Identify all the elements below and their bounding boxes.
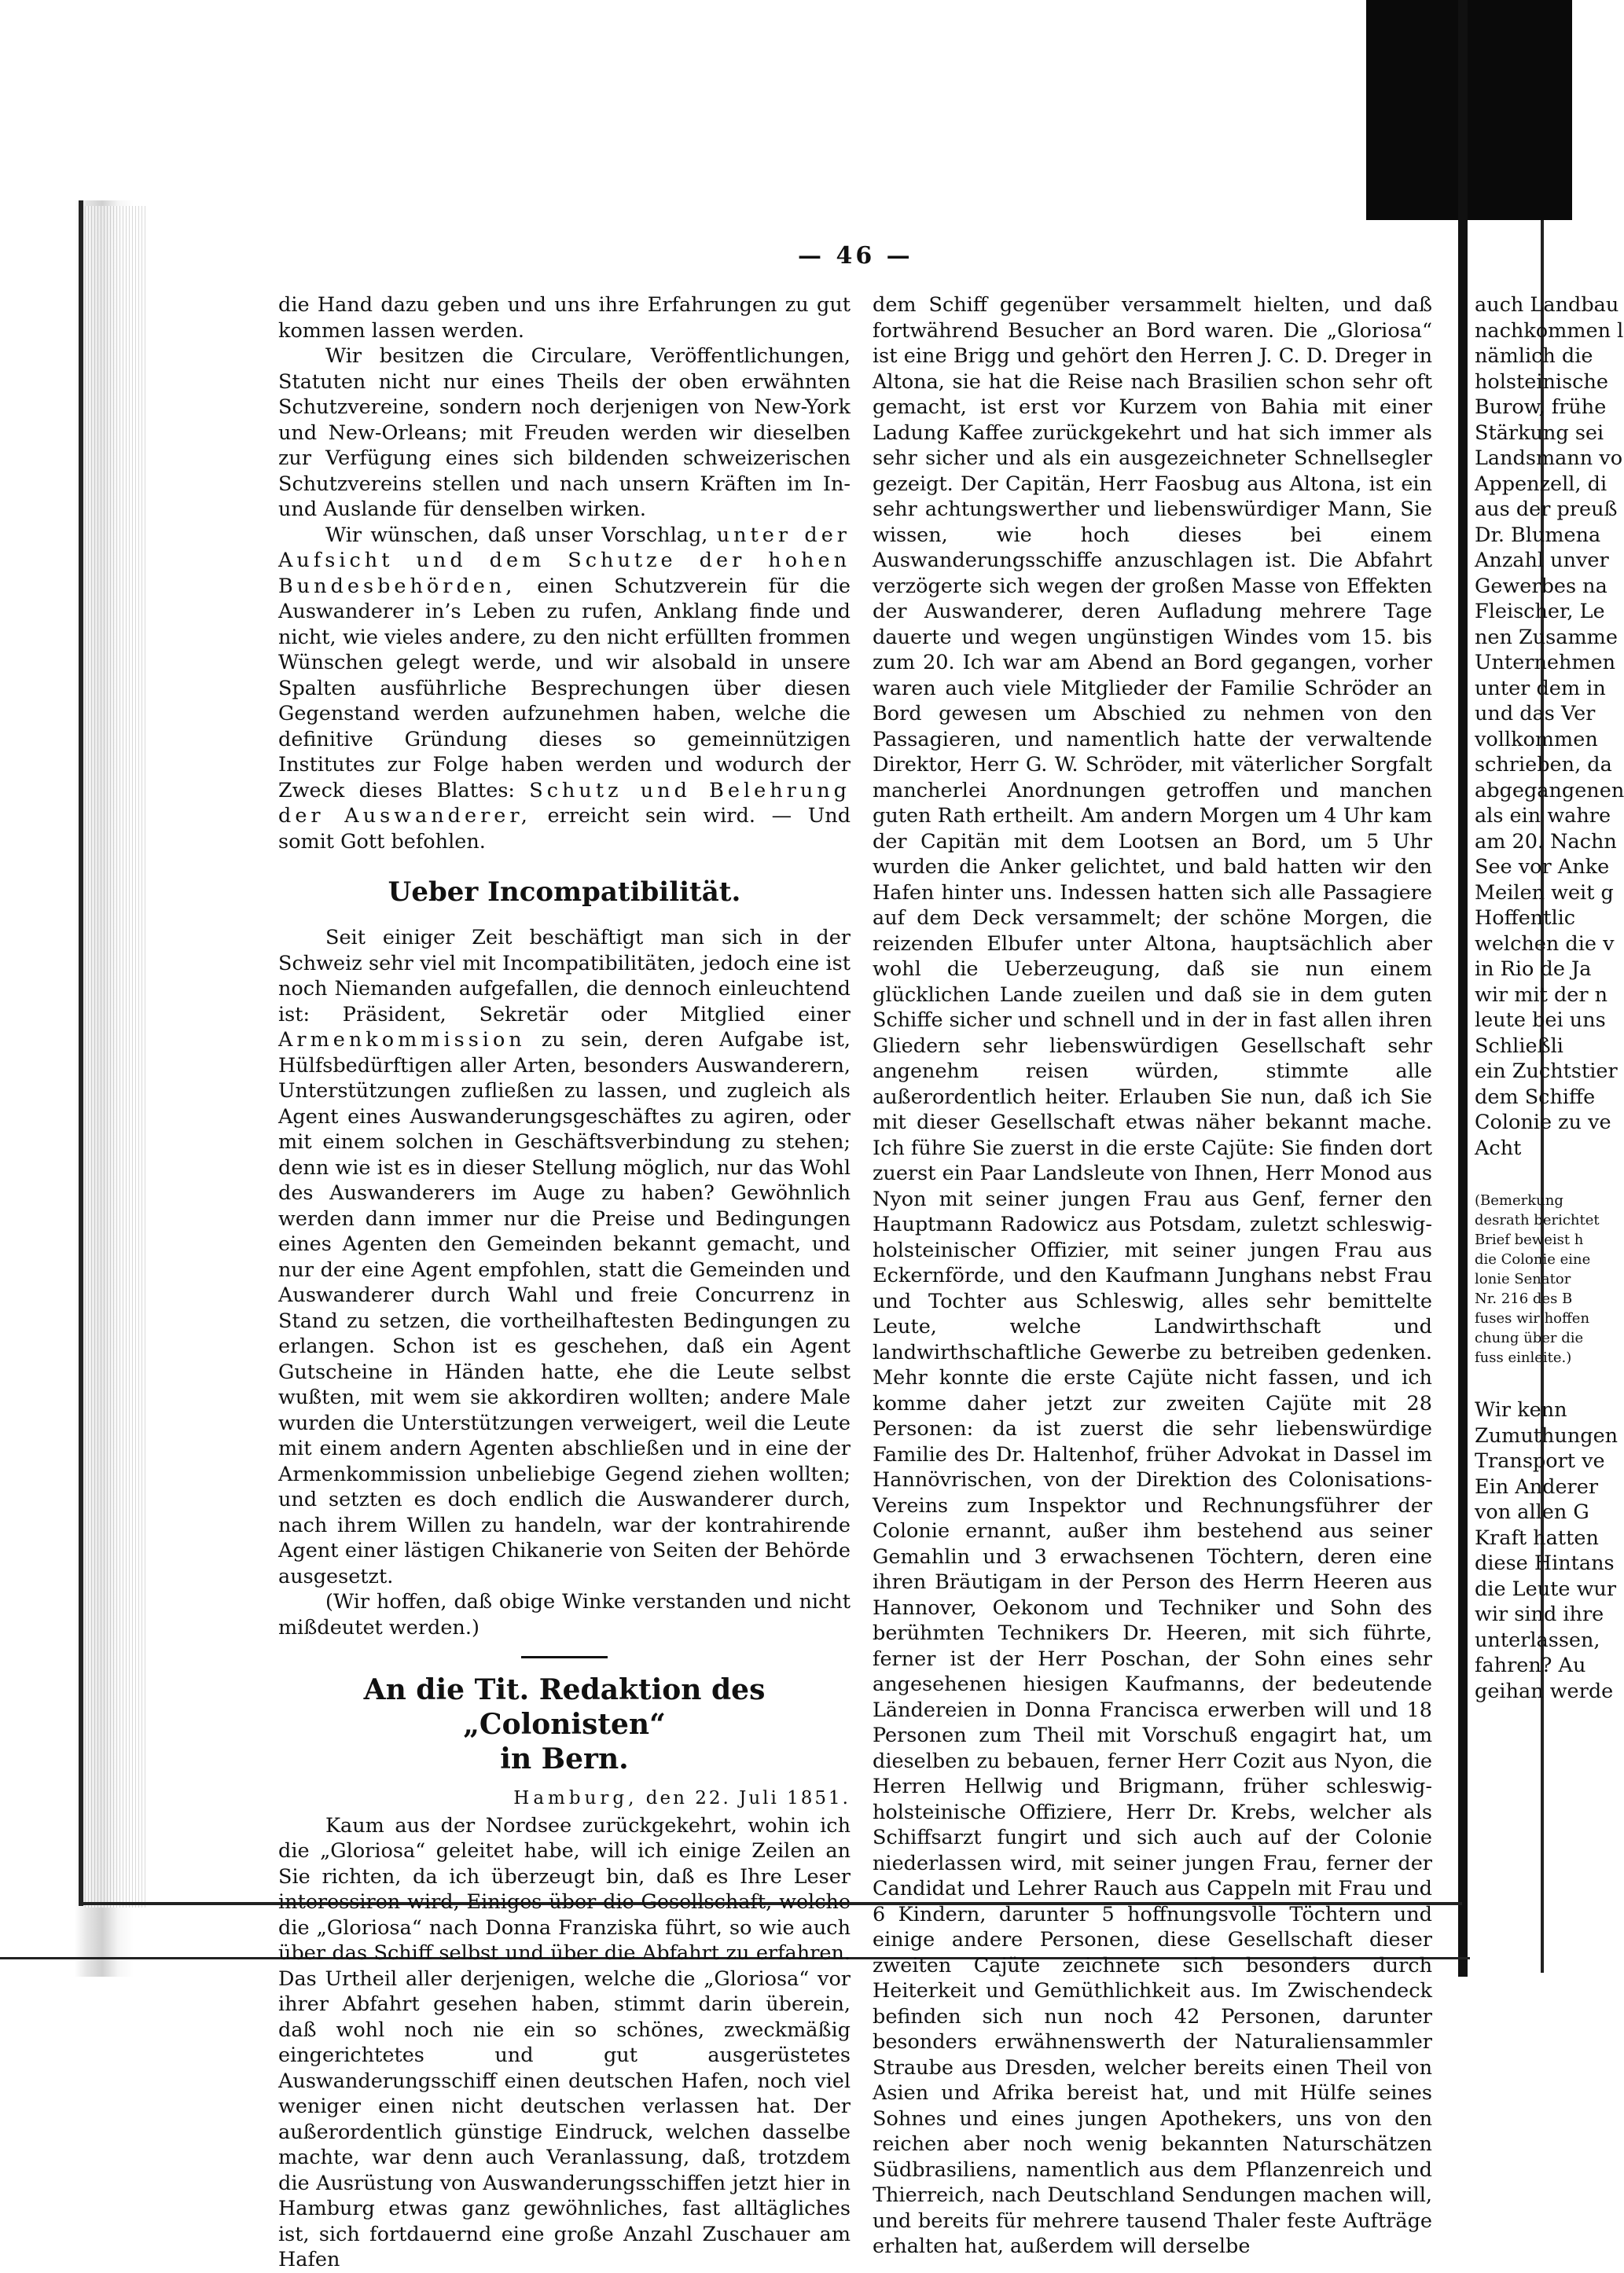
cropped-line: von allen G (1475, 1500, 1589, 1524)
paragraph: dem Schiff gegenüber versammelt hielten, und daß fortwährend Besucher an Bord waren. Die „Gloriosa“ ist eine Brigg und gehört den Herren J. C. D. Dreger in Altona, sie hat die Reise nach Brasilien schon sehr oft gemacht, ist erst vor Kurzem von Bahia mit einer Ladung Kaffee zurückgekehrt und hat sich immer als sehr sicher und als ein ausgezeichneter Schnellsegler gezeigt. Der Capitän, Herr Faosbug aus Altona, ist ein sehr achtungswerther und liebenswürdiger Mann, Sie wissen, wie hoch dieses bei einem Auswanderungsschiffe anzuschlagen ist. Die Abfahrt verzögerte sich wegen der großen Masse von Effekten der Auswanderer, deren Aufladung mehrere Tage dauerte und wegen ungünstigen Windes vom 15. bis zum 20. Ich war am Abend an Bord gegangen, vorher waren auch viele Mitglieder der Familie Schröder an Bord gewesen um Abschied zu nehmen von den Passagieren, und namentlich hatte der verwaltende Direktor, Herr G. W. Schröder, mit väterlicher Sorgfalt mancherlei Anordnungen getroffen und manchen guten Rath ertheilt. Am andern Morgen um 4 Uhr kam der Capitän mit dem Lootsen an Bord, um 5 Uhr wurden die Anker gelichtet, und bald hatten wir den Hafen hinter uns. Indessen hatten sich alle Passagiere auf dem Deck versammelt; der schöne Morgen, die reizenden Elbufer unter Altona, hauptsächlich aber wohl die Ueberzeugung, daß sie nun einem glücklichen Lande zueilen und daß sie in dem guten Schiffe sicher und schnell und in der in fast allen ihren Gliedern sehr liebenswürdigen Gesellschaft sehr angenehm reisen würden, stimmte alle außerordentlich heiter. Erlauben Sie nun, daß ich Sie mit dieser Gesellschaft etwas näher bekannt mache. Ich führe Sie zuerst in die erste Cajüte: Sie finden dort zuerst ein Paar Landsleute von Ihnen, Herr Monod aus Nyon mit seiner jungen Frau aus Genf, ferner den Hauptmann Radowicz aus Potsdam, zuletzt schleswig-holsteinischer Offizier, mit seiner jungen Frau aus Eckernförde, und den Kaufmann Junghans nebst Frau und Tochter aus Schleswig, alles sehr bemittelte Leute, welche Landwirthschaft und landwirthschaftliche Gewerbe zu betreiben gedenken. Mehr konnte die erste Cajüte nicht fassen, und ich komme daher jetzt zur zweiten Cajüte mit 28 Personen: da ist zuerst die sehr liebenswürdige Familie des Dr. Haltenhof, früher Advokat in Dassel im Hannövrischen, von der Direktion des Colonisations-Vereins zum Inspektor und Rechnungsführer der Colonie ernannt, außer ihm bestehend aus seiner Gemahlin und 3 erwachsenen Töchtern, deren eine ihren Bräutigam in der Person des Herrn Heeren aus Hannover, Oekonom und Techniker und Sohn des berühmten Technikers Dr. Heeren, mit sich führte, ferner ist der Herr Poschan, der Sohn eines sehr angesehenen hiesigen Kaufmanns, der bedeutende Ländereien in Donna Francisca erwerben will und 18 Personen zum Theil mit Vorschuß engagirt hat, um dieselben zu bebauen, ferner Herr Cozit aus Nyon, die Herren Hellwig und Brigmann, früher schleswig-holsteinische Offiziere, Herr Dr. Krebs, welcher als Schiffsarzt fungirt und sich auch auf der Colonie niederlassen wird, mit seiner jungen Frau, ferner der Candidat und Lehrer Rauch aus Cappeln mit Frau und 6 Kindern, darunter 5 hoffnungsvolle Töchtern und einige andere Personen, diese Gesellschaft dieser zweiten Cajüte zeichnete sich besonders durch Heiterkeit und Gemüthlichkeit aus. Im Zwischendeck befinden sich nun noch 42 Personen, darunter besonders erwähnenswerth der Naturaliensammler Straube aus Dresden, welcher bereits einen Theil von Asien und Afrika bereist hat, und mit Hülfe seines Sohnes und eines jungen Apothekers, uns von den reichen aber noch wenig bekannten Naturschätzen Südbrasiliens, namentlich aus dem Pflanzenreich und Thierreich, nach Deutschland Sendungen machen will, und bereits für mehrere tausend Thaler feste Aufträge erhalten hat, außerdem will derselbe (873, 293, 1432, 2258)
cropped-line: Wir kenn (1475, 1398, 1567, 1422)
paragraph: (Wir hoffen, daß obige Winke verstanden und nicht mißdeutet werden.) (278, 1590, 851, 1640)
cropped-line: (Bemerkung (1475, 1192, 1563, 1209)
cropped-line: Fleischer, Le (1475, 600, 1605, 623)
cropped-line: auch Landbau (1475, 293, 1619, 317)
cropped-line: und das Ver (1475, 702, 1596, 725)
cropped-line: Hoffentlic (1475, 906, 1576, 930)
cropped-line: Anzahl unver (1475, 549, 1609, 572)
cropped-line: Transport ve (1475, 1449, 1605, 1473)
paragraph (278, 523, 851, 855)
cropped-line: holsteinische (1475, 369, 1608, 394)
cropped-line: desrath berichtet (1475, 1212, 1600, 1228)
cropped-line: Kraft hatten (1475, 1526, 1599, 1550)
cropped-line: wir sind ihre (1475, 1603, 1604, 1626)
cropped-line: Schließli (1475, 1034, 1563, 1058)
cropped-line: ein Zuchtstier (1475, 1059, 1618, 1083)
cropped-line: Zumuthungen (1475, 1423, 1618, 1448)
cropped-note (1475, 1191, 1600, 1368)
cropped-line: wir mit der n (1475, 982, 1608, 1007)
dateline-date: den 22. Juli 1851. (645, 1788, 851, 1808)
cropped-line: die Colonie eine (1475, 1251, 1591, 1268)
cropped-line: Gewerbes na (1475, 574, 1607, 598)
column-left (278, 292, 851, 2273)
spaced-text: unter der Aufsicht und dem Schutze der hohen Bundesbehörden, (278, 523, 851, 598)
text: Wir wünschen, daß unser Vorschlag, (325, 523, 708, 547)
cropped-line: fuses wir hoffen (1475, 1310, 1590, 1327)
cropped-line: Acht (1475, 1136, 1522, 1160)
dateline-place: Hamburg, (513, 1788, 638, 1808)
cropped-line: diese Hintans (1475, 1551, 1615, 1575)
cropped-line: geihan werde (1475, 1679, 1614, 1703)
cropped-line: Landsmann vo (1475, 446, 1623, 470)
column-middle (873, 292, 1432, 2260)
cropped-line: schrieben, da (1475, 753, 1612, 777)
text: Seit einiger Zeit beschäftigt man sich in der Schweiz sehr viel mit Incompatibilitäten, jedoch eine ist noch Niemanden aufgefallen, die dennoch einleuchtend ist: Präsident, Sekretär oder Mitglied einer (278, 926, 851, 1026)
cropped-line: Unternehmen (1475, 651, 1616, 674)
cropped-line: Dr. Blumena (1475, 523, 1601, 547)
heading-line: in Bern. (500, 1742, 629, 1775)
dateline (278, 1786, 851, 1812)
cropped-lines (1475, 1397, 1618, 1704)
cropped-line: Brief beweist h (1475, 1232, 1584, 1248)
section-heading: Ueber Incompatibilität. (388, 876, 741, 908)
left-page-edge (79, 200, 83, 1906)
right-page-edge (1458, 0, 1468, 1977)
paragraph (278, 925, 851, 1589)
cropped-line: chung über die (1475, 1330, 1584, 1346)
paragraph: Wir besitzen die Circulare, Veröffentlichungen, Statuten nicht nur eines Theils der oben erwähnten Schutzvereine, sondern noch derjenigen von New-York und New-Orleans; mit Freuden werden wir dieselben zur Verfügung eines sich bildenden schweizerischen Schutzvereins stellen und nach unsern Kräften im In- und Auslande für denselben wirken. (278, 344, 851, 521)
cropped-line: nen Zusamme (1475, 625, 1618, 649)
cropped-line: Ein Anderer (1475, 1474, 1599, 1499)
cropped-line: leute bei uns (1475, 1008, 1606, 1032)
cropped-line: vollkommen (1475, 727, 1598, 751)
cropped-line: in Rio de Ja (1475, 957, 1592, 981)
cropped-line: unterlassen, (1475, 1628, 1600, 1652)
cropped-line: fahren? Au (1475, 1654, 1586, 1677)
cropped-line: nämlich die (1475, 344, 1593, 368)
cropped-lines (1475, 292, 1624, 1161)
paragraph: Kaum aus der Nordsee zurückgekehrt, wohin ich die „Gloriosa“ geleitet habe, will ich einige Zeilen an Sie richten, da ich überzeugt bin, daß es Ihre Leser interessiren wird, Einiges über die Gesellschaft, welche die „Gloriosa“ nach Donna Franziska führt, so wie auch über das Schiff selbst und über die Abfahrt zu erfahren. Das Urtheil aller derjenigen, welche die „Gloriosa“ vor ihrer Abfahrt gesehen haben, stimmt darin überein, daß wohl noch nie ein so schönes, zweckmäßig eingerichtetes und gut ausgerüstetes Auswanderungsschiff einen deutschen Hafen, noch viel weniger einen nicht deutschen verlassen hat. Der außerordentlich günstige Eindruck, welchen dasselbe machte, war denn auch Veranlassung, daß, trotzdem die Ausrüstung von Auswanderungsschiffen jetzt hier in Hamburg etwas ganz gewöhnliches, fast alltägliches ist, sich fortdauernd eine große Anzahl Zuschauer am Hafen (278, 1813, 851, 2271)
text: erreicht sein wird. — Und somit Gott befohlen. (278, 804, 851, 854)
cropped-line: nachkommen l (1475, 318, 1624, 343)
cropped-line: fuss einleite.) (1475, 1349, 1572, 1366)
divider (521, 1656, 608, 1658)
cropped-line: Stärkung sei (1475, 420, 1604, 445)
cropped-line: die Leute wur (1475, 1577, 1617, 1601)
cropped-line: abgegangenen (1475, 778, 1624, 802)
cropped-line: am 20. Nachn (1475, 829, 1617, 854)
cropped-line: lonie Senator (1475, 1271, 1571, 1287)
cropped-line: Appenzell, di (1475, 472, 1607, 496)
cropped-line: See vor Anke (1475, 855, 1610, 879)
scan-top-margin (0, 0, 1572, 200)
cropped-line: Colonie zu ve (1475, 1111, 1611, 1134)
text: einen Schutzverein für die Auswanderer in’s Leben zu rufen, Anklang finde und nicht, wie vieles andere, zu den nicht erfüllten frommen Wünschen gelegt werde, und wir alsobald in unsere Spalten ausführliche Besprechungen über diesen Gegenstand werden aufzunehmen haben, welche die definitive Gründung dieses so gemeinnützigen Institutes zur Folge haben werden und wodurch der Zweck dieses Blattes: (278, 574, 851, 802)
page-number: — 46 — (798, 242, 913, 270)
heading-line: An die Tit. Redaktion des „Colonisten“ (363, 1673, 766, 1741)
scan-black-corner (1366, 0, 1572, 220)
cropped-line: dem Schiffe (1475, 1085, 1596, 1109)
spacer (1475, 1161, 1572, 1191)
cropped-line: Burow, frühe (1475, 395, 1607, 419)
cropped-line: aus der preuß (1475, 498, 1618, 521)
cropped-line: unter dem in (1475, 676, 1606, 700)
cropped-line: als ein wahre (1475, 804, 1611, 828)
section-heading (278, 1673, 851, 1776)
column-right-cropped (1475, 292, 1624, 1704)
page-edge-lines (85, 206, 148, 1908)
text: zu sein, deren Aufgabe ist, Hülfsbedürftigen aller Arten, besonders Auswanderern, Unterstützungen zufließen zu lassen, und zugleich als Agent eines Auswanderungsgeschäftes zu agiren, oder mit einem solchen in Geschäftsverbindung zu stehen; denn wie ist es in dieser Stellung möglich, nur das Wohl des Auswanderers im Auge zu haben? Gewöhnlich werden dann immer nur die Preise und Bedingungen eines Agenten den Gemeinden bekannt gemacht, und nur der eine Agent empfohlen, statt die Gemeinden und Auswanderer durch Wahl und freie Concurrenz in Stand zu setzen, die vortheilhaftesten Bedingungen zu erlangen. Schon ist es geschehen, daß ein Agent Gutscheine in Händen hatte, ehe die Leute selbst wußten, mit wem sie akkordiren wollten; andere Male wurden die Unterstützungen verweigert, weil die Leute mit einem andern Agenten abschließen und in eine der Armenkommission unbeliebige Gegend ziehen wollten; und setzten es doch endlich die Auswanderer durch, nach ihrem Willen zu handeln, war der kontrahirende Agent einer lästigen Chikanerie von Seiten der Behörde ausgesetzt. (278, 1028, 851, 1588)
spaced-text: Schutz und Belehrung der Auswanderer, (278, 778, 851, 828)
cropped-line: welchen die v (1475, 931, 1615, 956)
cropped-line: Meilen weit g (1475, 880, 1614, 905)
cropped-line: Nr. 216 des B (1475, 1291, 1573, 1307)
spaced-text: Armenkommission (278, 1028, 526, 1052)
spacer (1475, 1368, 1572, 1397)
paragraph: die Hand dazu geben und uns ihre Erfahrungen zu gut kommen lassen werden. (278, 293, 851, 343)
